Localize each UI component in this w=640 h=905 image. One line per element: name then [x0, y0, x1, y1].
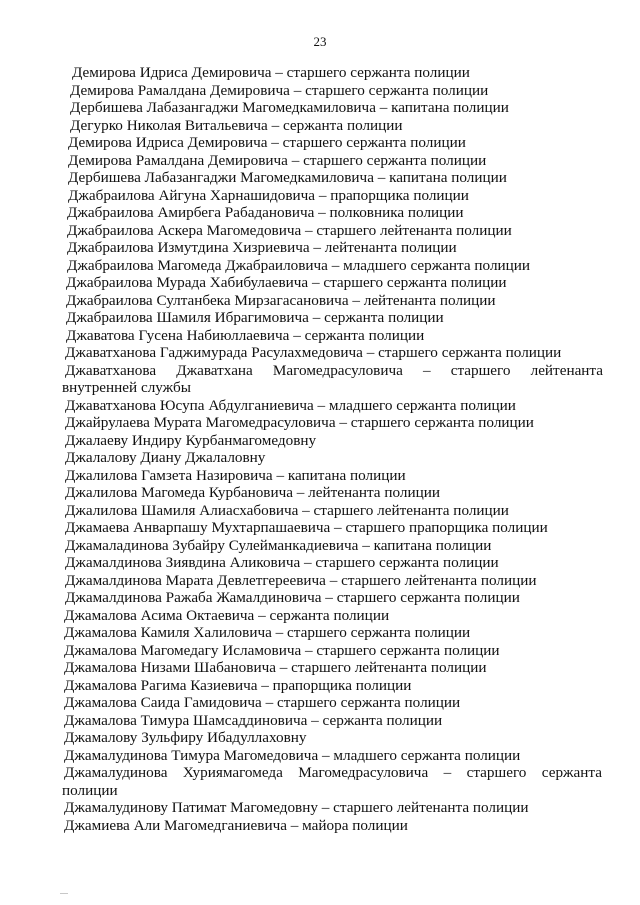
list-item: Джамалову Зульфиру Ибадуллаховну: [64, 729, 307, 746]
list-item: Демирова Идриса Демировича – старшего сержанта полиции: [68, 134, 466, 151]
list-item: Джамаева Анварпашу Мухтарпашаевича – старшего прапорщика полиции: [65, 519, 548, 536]
list-item: Джабраилова Айгуна Харнашидовича – прапорщика полиции: [68, 186, 469, 204]
list-item: Джамалдинова Ражаба Жамалдиновича – старшего сержанта полиции: [65, 589, 520, 606]
list-item: Джамалова Рагима Казиевича – прапорщика полиции: [64, 676, 412, 694]
list-item: Джаватханова Юсупа Абдулганиевича – младшего сержанта полиции: [65, 396, 516, 414]
list-item: Джабраилова Магомеда Джабраиловича – младшего сержанта полиции: [67, 256, 531, 274]
list-item: [62, 764, 602, 799]
list-item: Джамалова Магомедагу Исламовича – старшего сержанта полиции: [64, 641, 500, 659]
list-item: Джабраилова Шамиля Ибрагимовича – сержанта полиции: [66, 309, 444, 326]
list-item: Дербишева Лабазангаджи Магомедкамиловича – капитана полиции: [68, 169, 507, 186]
award-list: [62, 64, 602, 834]
list-item: Джабраилова Мурада Хабибулаевича – старшего сержанта полиции: [66, 274, 507, 291]
list-item: Джабраилова Амирбега Рабадановича – полковника полиции: [67, 204, 464, 221]
list-item: Джамалудинова Тимура Магомедовича – младшего сержанта полиции: [64, 746, 521, 764]
list-item: Джалилова Гамзета Назировича – капитана полиции: [65, 466, 406, 484]
list-item: Джабраилова Султанбека Мирзагасановича – лейтенанта полиции: [66, 291, 496, 309]
list-item-line: Джамалудинова Хуриямагомеда Магомедрасуловича – старшего сержанта: [64, 764, 602, 781]
list-item: Джамалдинова Зиявдина Аликовича – старшего сержанта полиции: [65, 554, 499, 571]
list-item: Дербишева Лабазангаджи Магомедкамиловича – капитана полиции: [70, 99, 509, 116]
list-item: Демирова Идриса Демировича – старшего сержанта полиции: [72, 64, 470, 81]
list-item: Джамалудинову Патимат Магомедовну – старшего лейтенанта полиции: [64, 799, 529, 816]
scan-margin-mark: [60, 893, 68, 894]
page-number: 23: [313, 34, 327, 49]
list-item: Джамалова Саида Гамидовича – старшего сержанта полиции: [64, 694, 461, 711]
list-item-line: Джаватханова Джаватхана Магомедрасуловича – старшего лейтенанта: [65, 361, 603, 379]
list-item: Джаватова Гусена Набиюллаевича – сержанта полиции: [66, 326, 425, 344]
list-item: Джамалова Тимура Шамсаддиновича – сержанта полиции: [64, 711, 443, 729]
list-item: Дегурко Николая Витальевича – сержанта полиции: [70, 116, 403, 134]
list-item: Джалилова Шамиля Алиасхабовича – старшего лейтенанта полиции: [65, 501, 509, 519]
list-item: Джабраилова Измутдина Хизриевича – лейтенанта полиции: [67, 239, 457, 256]
list-item-continuation: внутренней службы: [62, 379, 191, 396]
list-item: Джалилова Магомеда Курбановича – лейтенанта полиции: [65, 484, 440, 501]
list-item-continuation: полиции: [62, 781, 118, 799]
list-item: Джамалдинова Марата Девлетгереевича – старшего лейтенанта полиции: [65, 571, 537, 589]
list-item: Джайрулаева Мурата Магомедрасуловича – старшего сержанта полиции: [65, 414, 534, 431]
list-item: Джамалова Асима Октаевича – сержанта полиции: [64, 606, 390, 624]
list-item: [62, 362, 603, 397]
list-item: Демирова Рамалдана Демировича – старшего сержанта полиции: [70, 81, 489, 99]
list-item: Джамаладинова Зубайру Сулейманкадиевича – капитана полиции: [65, 536, 492, 554]
list-item: Джамиева Али Магомедганиевича – майора полиции: [64, 816, 408, 834]
list-item: Джамалова Низами Шабановича – старшего лейтенанта полиции: [64, 659, 487, 676]
list-item: Джалалову Диану Джалаловну: [65, 449, 266, 466]
list-item: Джамалова Камиля Халиловича – старшего сержанта полиции: [64, 624, 471, 641]
list-item: Джаватханова Гаджимурада Расулахмедовича – старшего сержанта полиции: [65, 344, 562, 361]
list-item: Джалаеву Индиру Курбанмагомедовну: [65, 431, 317, 449]
list-item: Джабраилова Аскера Магомедовича – старшего лейтенанта полиции: [67, 221, 512, 239]
list-item: Демирова Рамалдана Демировича – старшего сержанта полиции: [68, 151, 487, 169]
